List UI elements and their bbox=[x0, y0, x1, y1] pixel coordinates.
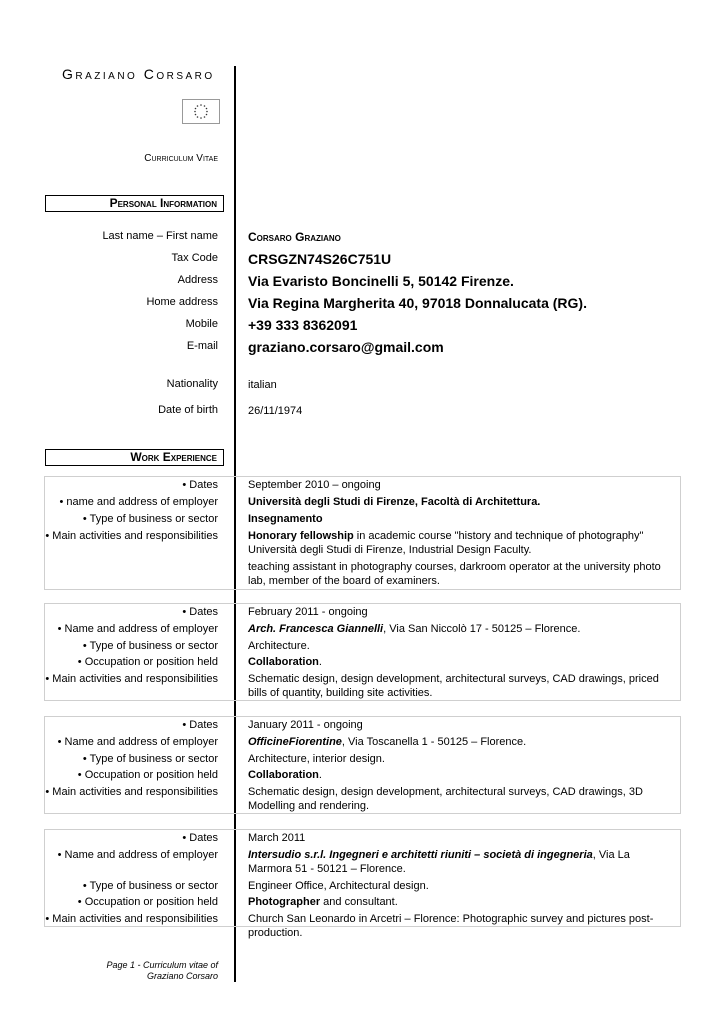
job-4-employer-address: , Via La Marmora 51 - 50121 – Florence. bbox=[248, 849, 630, 875]
job-3-type-label: • Type of business or sector bbox=[82, 753, 218, 765]
work-experience-heading: Work Experience bbox=[45, 449, 224, 466]
tax-code-value: CRSGZN74S26C751U bbox=[248, 251, 392, 267]
cv-title: Curriculum Vitae bbox=[144, 153, 218, 164]
job-3-employer-address: , Via Toscanella 1 - 50125 – Florence. bbox=[341, 736, 527, 748]
job-2-employer-name: Arch. Francesca Giannelli bbox=[248, 623, 384, 635]
job-1-resp-bold: Honorary fellowship bbox=[248, 530, 354, 542]
job-1-responsibilities bbox=[248, 529, 674, 557]
address-label: Address bbox=[177, 274, 218, 286]
nationality-label: Nationality bbox=[166, 378, 218, 390]
job-1-type-label: • Type of business or sector bbox=[82, 513, 218, 525]
job-3-type: Architecture, interior design. bbox=[248, 753, 385, 765]
job-3-employer-label: • Name and address of employer bbox=[57, 736, 218, 748]
job-1-responsibilities-label: • Main activities and responsibilities bbox=[45, 530, 218, 542]
job-1-responsibilities-cont: teaching assistant in photography courses, darkroom operator at the university photo lab, member of the board of examiners. bbox=[248, 561, 661, 587]
last-first-name-label: Last name – First name bbox=[102, 230, 218, 242]
job-3-employer-name: OfficineFiorentine bbox=[248, 736, 342, 748]
job-2-occupation-value: Collaboration bbox=[248, 656, 319, 668]
job-2-employer-label: • Name and address of employer bbox=[57, 623, 218, 635]
job-4-responsibilities-label: • Main activities and responsibilities bbox=[45, 913, 218, 925]
job-3-occupation: Collaboration. bbox=[248, 769, 322, 781]
date-of-birth-value: 26/11/1974 bbox=[248, 405, 303, 417]
job-2-type: Architecture. bbox=[248, 640, 310, 652]
email-label: E-mail bbox=[186, 340, 218, 352]
job-1-resp-text: in academic course "history and technique of photography" Università degli Studi di Firenze, Industrial Design Faculty. bbox=[248, 530, 644, 556]
job-2-type-label: • Type of business or sector bbox=[82, 640, 218, 652]
job-3-dates: January 2011 - ongoing bbox=[248, 719, 363, 731]
job-1-dates-label: • Dates bbox=[182, 479, 218, 491]
home-address-value: Via Regina Margherita 40, 97018 Donnalucata (RG). bbox=[248, 295, 587, 311]
job-4-employer-label: • Name and address of employer bbox=[57, 849, 218, 861]
job-4-employer bbox=[248, 848, 674, 876]
job-2-responsibilities: Schematic design, design development, architectural surveys, CAD drawings, priced bills of quantity, building site activities. bbox=[248, 673, 659, 699]
footer-line-1: Page 1 - Curriculum vitae of bbox=[106, 960, 218, 970]
job-4-occupation-label: • Occupation or position held bbox=[77, 896, 218, 908]
job-3-responsibilities: Schematic design, design development, architectural surveys, CAD drawings, 3D Modelling and rendering. bbox=[248, 786, 643, 812]
job-1-type: Insegnamento bbox=[248, 513, 323, 525]
job-4-occupation-value: Photographer bbox=[248, 896, 321, 908]
job-1-employer: Università degli Studi di Firenze, Facoltà di Architettura. bbox=[248, 496, 541, 508]
job-2-dates: February 2011 - ongoing bbox=[248, 606, 368, 618]
nationality-value: italian bbox=[248, 379, 277, 391]
personal-information-heading: Personal Information bbox=[45, 195, 224, 212]
job-3-occupation-value: Collaboration bbox=[248, 769, 319, 781]
job-4-employer-name: Intersudio s.r.l. Ingegneri e architetti riuniti – società di ingegneria bbox=[248, 849, 593, 861]
job-4-dates: March 2011 bbox=[248, 832, 306, 844]
job-2-occupation: Collaboration. bbox=[248, 656, 322, 668]
job-2-employer bbox=[248, 622, 674, 636]
job-3-occupation-label: • Occupation or position held bbox=[77, 769, 218, 781]
job-2-employer-address: , Via San Niccolò 17 - 50125 – Florence. bbox=[383, 623, 581, 635]
job-2-responsibilities-label: • Main activities and responsibilities bbox=[45, 673, 218, 685]
home-address-label: Home address bbox=[146, 296, 218, 308]
job-4-dates-label: • Dates bbox=[182, 832, 218, 844]
date-of-birth-label: Date of birth bbox=[158, 404, 218, 416]
job-3-responsibilities-label: • Main activities and responsibilities bbox=[45, 786, 218, 798]
job-1-employer-label: • name and address of employer bbox=[59, 496, 218, 508]
footer-line-2: Graziano Corsaro bbox=[146, 971, 218, 981]
job-1-dates: September 2010 – ongoing bbox=[248, 479, 381, 491]
cv-owner-name: Graziano Corsaro bbox=[62, 66, 215, 82]
job-4-responsibilities: Church San Leonardo in Arcetri – Florence: Photographic survey and pictures post-production. bbox=[248, 913, 654, 939]
job-4-occupation-rest: and consultant. bbox=[320, 896, 398, 908]
job-4-type-label: • Type of business or sector bbox=[82, 880, 218, 892]
job-2-occupation-label: • Occupation or position held bbox=[77, 656, 218, 668]
mobile-value: +39 333 8362091 bbox=[248, 317, 358, 333]
page-footer bbox=[80, 960, 218, 982]
job-3-dates-label: • Dates bbox=[182, 719, 218, 731]
last-first-name-value: Corsaro Graziano bbox=[248, 230, 341, 244]
mobile-label: Mobile bbox=[185, 318, 218, 330]
address-value: Via Evaristo Boncinelli 5, 50142 Firenze. bbox=[248, 273, 514, 289]
email-value: graziano.corsaro@gmail.com bbox=[248, 339, 444, 355]
tax-code-label: Tax Code bbox=[171, 252, 218, 264]
job-3-employer bbox=[248, 735, 674, 749]
job-2-dates-label: • Dates bbox=[182, 606, 218, 618]
job-4-type: Engineer Office, Architectural design. bbox=[248, 880, 429, 892]
eu-flag-icon bbox=[182, 99, 220, 124]
job-4-occupation bbox=[248, 895, 674, 909]
